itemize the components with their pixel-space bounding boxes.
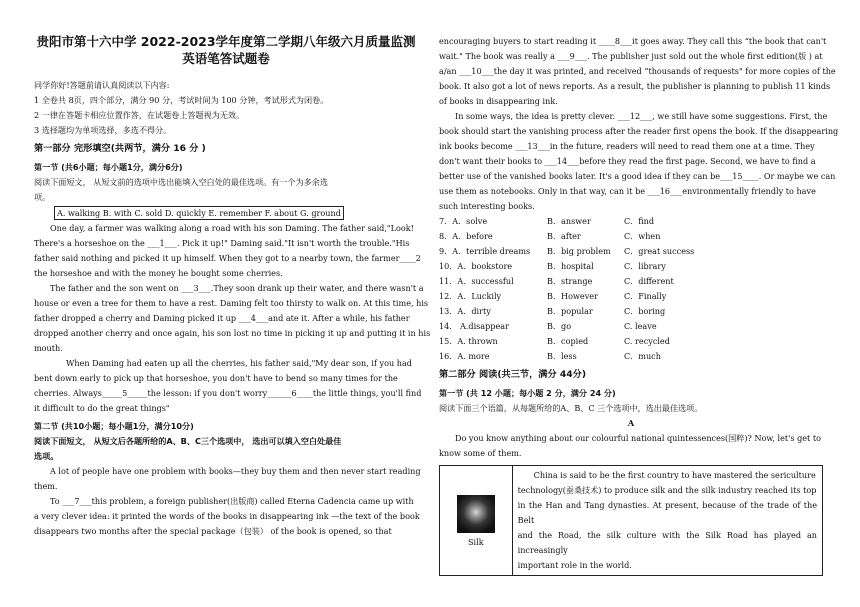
silk-text-line3: in the Han and Tang dynasties. At present, because of the trade of the Belt <box>517 500 817 525</box>
option-text: C．much <box>624 351 661 361</box>
part2-instruction: 阅读下面三个语篇，从每题所给的A、B、C 三个选项中，选出最佳选项。 <box>439 403 703 413</box>
silk-text-line2: technology(蚕桑技术) to produce silk and the silk industry reached its top <box>517 485 817 495</box>
cloze2-p1-line2: them. <box>34 481 58 491</box>
silk-image <box>457 495 495 533</box>
cloze2-p2-line1: To ___7___this problem, a foreign publisher(出版商) called Eterna Cadencia came up with <box>50 496 414 506</box>
cloze2-p2-line5: wait." The book was really a ___9___. The publisher just sold out the whole first edition(版 ) at <box>439 51 823 61</box>
instruction-item-1: 1 全卷共 8页，四个部分，满分 90 分，考试时间为 100 分钟，考试形式为闭卷。 <box>34 95 329 105</box>
option-text: C．different <box>624 276 674 286</box>
option-text: 12．A．Luckily <box>439 291 502 301</box>
option-text: B．hospital <box>547 261 594 271</box>
exam-title-line2: 英语笔答试题卷 <box>182 51 270 66</box>
option-text: 14． A.disappear <box>439 321 509 331</box>
silk-text-line4: and the Road, the silk culture with the Silk Road has played an increasingly <box>517 530 817 555</box>
section1-instruction-line1: 阅读下面短文， 从短文前的选项中选出能填入空白处的最佳选项。有一个为多余选 <box>34 177 328 187</box>
silk-text-cell <box>512 466 822 576</box>
cloze1-p2-line5: mouth. <box>34 343 63 353</box>
cloze1-p2-line3: father dropped a cherry and Daming picked it up ___4___and ate it. After a while, his father <box>34 313 410 323</box>
option-text: 11．A．successful <box>439 276 514 286</box>
option-text: 13．A．dirty <box>439 306 491 316</box>
option-text: C．find <box>624 216 655 226</box>
option-row <box>439 289 823 304</box>
cloze1-p2-line1: The father and the son went on ___3___.They soon drank up their water, and there wasn't a <box>50 283 424 293</box>
cloze2-p1-line1: A lot of people have one problem with books—they buy them and then never start reading <box>50 466 421 476</box>
option-text: 16．A. more <box>439 351 490 361</box>
instruction-item-3: 3 选择题均为单项选择，多选不得分。 <box>34 125 172 135</box>
option-row <box>439 244 823 259</box>
cloze2-p2-line4: encouraging buyers to start reading it ____8___it goes away. They call this “the book that can't <box>439 36 827 46</box>
option-text: C. recycled <box>624 336 670 346</box>
part1-section2-heading: 第二节 (共10小题；每小题1分，满分10分) <box>34 421 194 431</box>
exam-title-line1: 贵阳市第十六中学 2022-2023学年度第二学期八年级六月质量监测 <box>36 34 416 49</box>
option-text: B．less <box>547 351 577 361</box>
option-text: C．when <box>624 231 661 241</box>
passage-intro-line2: know some of them. <box>439 448 522 458</box>
instructions-greeting: 同学你好!答题前请认真阅读以下内容: <box>34 80 170 90</box>
part2-section1-heading: 第一节 (共 12 小题；每小题 2 分，满分 24 分) <box>439 388 616 398</box>
section2-instruction-line2: 选项。 <box>34 451 59 461</box>
options-list <box>439 214 823 364</box>
cloze1-p1-line1: One day, a farmer was walking along a road with his son Daming. The father said,"Look! <box>50 223 414 233</box>
cloze2-p3-line5: better use of the vanished books later. It's a good idea if they can be___15____. Or maybe we can <box>439 171 836 181</box>
option-row <box>439 229 823 244</box>
silk-text-line5: important role in the world. <box>517 560 632 570</box>
cloze2-p2-line3: disappears two months after the special package（包装） of the book is opened, so that <box>34 526 392 536</box>
option-text: C. leave <box>624 321 657 331</box>
cloze2-p2-line6: a/an ___10___the day it was printed, and received “thousands of requests" for more copies of the <box>439 66 836 76</box>
cloze1-p1-line2: There's a horseshoe on the ___1___. Pick it up!" Daming said."It isn't worth the trouble."His <box>34 238 410 248</box>
cloze1-p3-line3: cherries. Always_____5_____the lesson: if you don't worry______6____the little things, you'll find <box>34 388 422 398</box>
right-column <box>439 34 839 576</box>
option-row <box>439 349 823 364</box>
option-text: 8．A．before <box>439 231 493 241</box>
option-row <box>439 304 823 319</box>
option-text: C．great success <box>624 246 695 256</box>
cloze2-p3-line3: ink books become ___13___in the future, readers will need to read them one at a time. They <box>439 141 815 151</box>
option-row <box>439 259 823 274</box>
option-text: B．go <box>547 321 572 331</box>
cloze2-p2-line7: book. It also got a lot of news reports. As a result, the publisher is planning to publish 11 kinds <box>439 81 831 91</box>
silk-image-cell <box>440 466 513 576</box>
option-text: 9．A．terrible dreams <box>439 246 531 256</box>
passage-intro-line1: Do you know anything about our colourful national quintessences(国粹)? Now, let's get to <box>455 433 822 443</box>
cloze2-p3-line2: book should start the vanishing process after the reader first opens the book. If the disappearing <box>439 126 839 136</box>
option-text: C．boring <box>624 306 666 316</box>
part1-heading: 第一部分 完形填空(共两节，满分 16 分 ) <box>34 143 206 154</box>
cloze2-p3-line4: don't want their books to ___14___before they read the first page. Second, we have to find a <box>439 156 816 166</box>
cloze2-p3-line6: use them as notebooks. Only in that way, can it be ___16___environmentally friendly to have <box>439 186 816 196</box>
part1-section1-heading: 第一节 (共6小题；每小题1分，满分6分) <box>34 162 183 172</box>
option-row <box>439 274 823 289</box>
option-row <box>439 214 823 229</box>
option-text: B．However <box>547 291 598 301</box>
option-text: 7．A．solve <box>439 216 488 226</box>
option-text: C．library <box>624 261 666 271</box>
cloze1-p3-line1: When Daming had eaten up all the cherries, his father said,"My dear son, if you had <box>66 358 412 368</box>
left-column <box>34 0 431 539</box>
option-text: 15．A. thrown <box>439 336 498 346</box>
option-text: B．strange <box>547 276 593 286</box>
part2-heading: 第二部分 阅读(共三节，满分 44分) <box>439 369 587 380</box>
silk-label: Silk <box>467 536 484 547</box>
option-text: B．copied <box>547 336 589 346</box>
cloze1-p3-line2: bent down early to pick up that horseshoe, you don't have to bend so many times for the <box>34 373 398 383</box>
cloze1-p2-line4: dropped another cherry and once again, his son lost no time in picking it up and putting it in his <box>34 328 431 338</box>
instruction-item-2: 2 一律在答题卡相应位置作答，在试题卷上答题视为无效。 <box>34 110 245 120</box>
option-row <box>439 334 823 349</box>
cloze2-p2-line2: a very clever idea: it printed the words of the books in disappearing ink —the text of the book <box>34 511 420 521</box>
cloze2-p2-line8: of books in disappearing ink. <box>439 96 558 106</box>
option-text: B．big problem <box>547 246 611 256</box>
passage-letter: A <box>627 418 635 428</box>
section1-instruction-line2: 项。 <box>34 192 51 202</box>
option-text: 10．A．bookstore <box>439 261 513 271</box>
option-text: B．popular <box>547 306 593 316</box>
option-text: C．Finally <box>624 291 667 301</box>
cloze1-p1-line3: father said nothing and picked it up himself. When they got to a nearby town, the farmer____2 <box>34 253 421 263</box>
option-text: B．answer <box>547 216 591 226</box>
option-row <box>439 319 823 334</box>
section2-instruction-line1: 阅读下面短文， 从短文后各题所给的A、B、C三个选项中， 选出可以填入空白处最佳 <box>34 436 342 446</box>
cloze2-p3-line1: In some ways, the idea is pretty clever. ___12___, we still have some suggestions. First, the <box>455 111 828 121</box>
option-text: B．after <box>547 231 581 241</box>
word-bank-box: A. walking B. with C. sold D. quickly E. remember F. about G. ground <box>54 206 344 220</box>
cloze1-p2-line2: house or even a tree for them to have a rest. Daming felt too thirsty to walk on. At this time, his <box>34 298 429 308</box>
cloze1-p3-line4: it difficult to do the great things" <box>34 403 170 413</box>
silk-table <box>439 465 823 576</box>
cloze2-p3-line7: such interesting books. <box>439 201 535 211</box>
silk-text-line1: China is said to be the first country to have mastered the sericulture <box>533 470 816 480</box>
cloze1-p1-line4: the horseshoe and with the money he bought some cherries. <box>34 268 283 278</box>
